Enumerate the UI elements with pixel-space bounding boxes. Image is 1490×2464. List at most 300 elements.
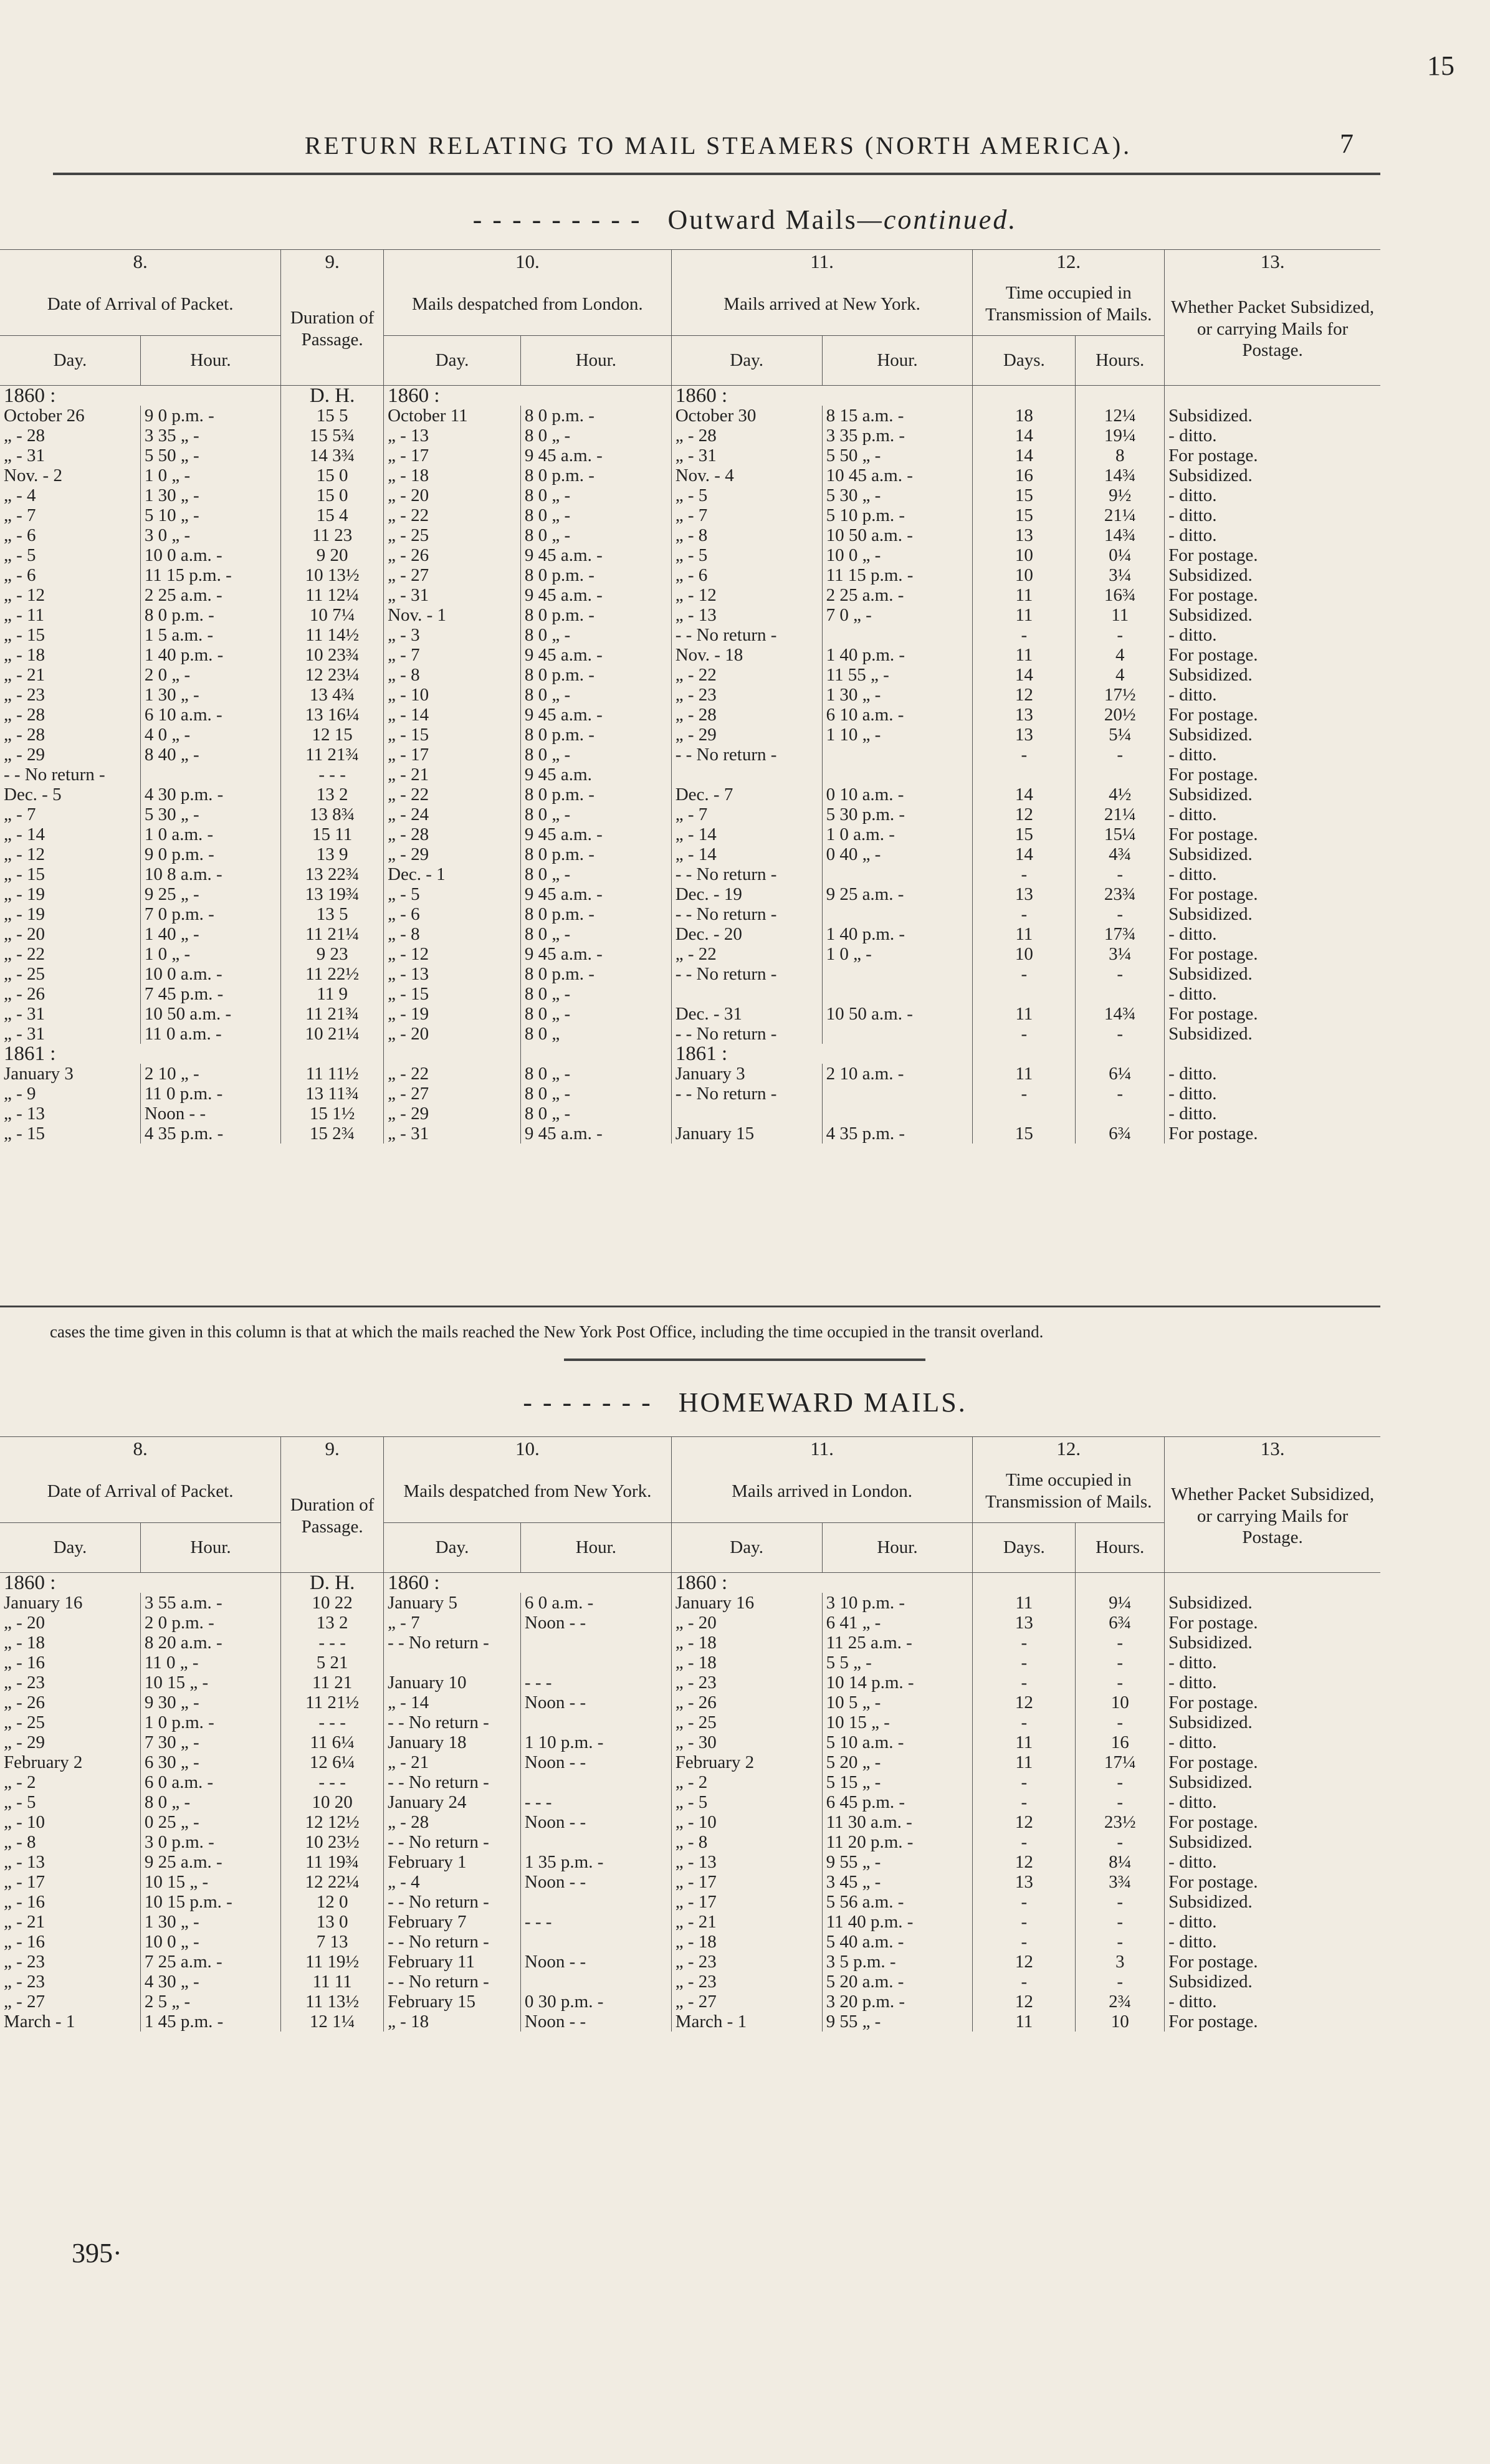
duration: 12 15: [281, 725, 384, 745]
table-row: [0, 1932, 1380, 1952]
duration: 13 5: [281, 904, 384, 924]
col-transmission: Time occupied in Transmission of Mails.: [973, 1460, 1165, 1522]
arrival-hour: 9 25 „ -: [140, 884, 280, 904]
transmission-days: 14: [973, 446, 1076, 466]
despatch-hour: 9 45 a.m. -: [520, 585, 671, 605]
arrived-day: „ - 12: [671, 585, 822, 605]
duration: 12 1¼: [281, 2012, 384, 2032]
duration: 11 21½: [281, 1693, 384, 1712]
arrival-hour: 3 0 p.m. -: [140, 1832, 280, 1852]
duration: 13 2: [281, 1613, 384, 1633]
col-day: Day.: [0, 335, 140, 385]
despatch-day: - - No return -: [384, 1712, 521, 1732]
arrived-hour: 6 45 p.m. -: [822, 1792, 973, 1812]
arrived-hour: 11 25 a.m. -: [822, 1633, 973, 1653]
subsidy-status: For postage.: [1165, 1812, 1380, 1832]
year-label: 1860 :: [671, 385, 973, 406]
transmission-days: 14: [973, 844, 1076, 864]
despatch-day: February 7: [384, 1912, 521, 1932]
arrival-hour: 1 40 p.m. -: [140, 645, 280, 665]
arrived-day: January 15: [671, 1124, 822, 1144]
arrived-day: „ - 17: [671, 1892, 822, 1912]
table-row: [0, 1952, 1380, 1972]
table-row: [0, 725, 1380, 745]
duration: 11 6¼: [281, 1732, 384, 1752]
subsidy-status: Subsidized.: [1165, 665, 1380, 685]
arrival-hour: 4 30 p.m. -: [140, 785, 280, 805]
duration: 10 7¼: [281, 605, 384, 625]
arrived-hour: [822, 625, 973, 645]
despatch-day: „ - 27: [384, 565, 521, 585]
homeward-mails-table: [0, 1436, 1380, 2032]
arrival-hour: 11 15 p.m. -: [140, 565, 280, 585]
despatch-hour: 8 0 „ -: [520, 1104, 671, 1124]
despatch-hour: 8 0 p.m. -: [520, 964, 671, 984]
transmission-days: -: [973, 1633, 1076, 1653]
duration: 15 2¾: [281, 1124, 384, 1144]
col-num-10: 10.: [384, 250, 672, 274]
arrival-hour: 3 0 „ -: [140, 525, 280, 545]
duration: 15 1½: [281, 1104, 384, 1124]
table-row: [0, 785, 1380, 805]
arrival-hour: 9 0 p.m. -: [140, 844, 280, 864]
transmission-hours: 11: [1076, 605, 1165, 625]
arrival-day: „ - 13: [4, 1851, 45, 1872]
table-row: [0, 466, 1380, 485]
subsidy-status: - ditto.: [1165, 1912, 1380, 1932]
despatch-hour: 8 0 p.m. -: [520, 665, 671, 685]
col-num-13: 13.: [1165, 250, 1380, 274]
transmission-hours: 16: [1076, 1732, 1165, 1752]
arrival-day: January 16: [4, 1592, 83, 1613]
arrived-hour: 3 5 p.m. -: [822, 1952, 973, 1972]
despatch-hour: 8 0 „ -: [520, 864, 671, 884]
arrived-hour: 3 35 p.m. -: [822, 426, 973, 446]
footer-page-mark: 395·: [72, 2238, 122, 2268]
despatch-hour: [520, 1653, 671, 1673]
col-arrival: Date of Arrival of Packet.: [0, 273, 281, 335]
arrived-hour: 4 35 p.m. -: [822, 1124, 973, 1144]
arrived-day: „ - 23: [671, 1673, 822, 1693]
transmission-days: 11: [973, 585, 1076, 605]
despatch-day: „ - 12: [384, 944, 521, 964]
duration: 11 21¾: [281, 745, 384, 765]
table-row: [0, 1124, 1380, 1144]
arrived-day: „ - 29: [671, 725, 822, 745]
arrived-hour: 7 0 „ -: [822, 605, 973, 625]
arrival-hour: 1 0 „ -: [140, 944, 280, 964]
arrival-hour: 10 50 a.m. -: [140, 1004, 280, 1024]
despatch-day: „ - 22: [384, 785, 521, 805]
arrived-hour: [822, 864, 973, 884]
table-row: [0, 1693, 1380, 1712]
table-row: [0, 964, 1380, 984]
arrival-hour: 9 30 „ -: [140, 1693, 280, 1712]
transmission-hours: -: [1076, 1712, 1165, 1732]
despatch-hour: 6 0 a.m. -: [520, 1593, 671, 1613]
transmission-days: 13: [973, 705, 1076, 725]
arrived-hour: 1 30 „ -: [822, 685, 973, 705]
transmission-days: 11: [973, 645, 1076, 665]
despatch-hour: 8 0 p.m. -: [520, 725, 671, 745]
col-num-12: 12.: [973, 250, 1165, 274]
transmission-days: -: [973, 1832, 1076, 1852]
col-num-8: 8.: [133, 251, 148, 272]
col-transmission: Time occupied in Transmission of Mails.: [973, 273, 1165, 335]
arrived-day: „ - 21: [671, 1912, 822, 1932]
despatch-hour: 1 10 p.m. -: [520, 1732, 671, 1752]
arrived-hour: 1 0 „ -: [822, 944, 973, 964]
arrived-day: „ - 23: [671, 1952, 822, 1972]
col-hour: Hour.: [822, 335, 973, 385]
despatch-hour: 8 0 „ -: [520, 1004, 671, 1024]
footnote: cases the time given in this column is that at which the mails reached the New York Post Office, including the time occupied in the transit overland.: [50, 1322, 1044, 1341]
subsidy-status: - ditto.: [1165, 485, 1380, 505]
transmission-days: 11: [973, 1593, 1076, 1613]
duration: 12 6¼: [281, 1752, 384, 1772]
transmission-days: -: [973, 1892, 1076, 1912]
subsidy-status: Subsidized.: [1165, 1832, 1380, 1852]
despatch-day: „ - 6: [384, 904, 521, 924]
arrival-hour: 2 10 „ -: [140, 1064, 280, 1084]
duration: 13 11¾: [281, 1084, 384, 1104]
duration: 15 5¾: [281, 426, 384, 446]
col-days: Days.: [973, 1522, 1076, 1572]
arrived-hour: 0 10 a.m. -: [822, 785, 973, 805]
subsidy-status: For postage.: [1165, 1952, 1380, 1972]
col-hour: Hour.: [140, 335, 280, 385]
duration: 13 22¾: [281, 864, 384, 884]
outward-title-text: Outward Mails: [667, 204, 857, 235]
arrived-hour: 5 15 „ -: [822, 1772, 973, 1792]
arrived-hour: 6 41 „ -: [822, 1613, 973, 1633]
arrived-hour: 5 56 a.m. -: [822, 1892, 973, 1912]
arrived-day: February 2: [671, 1752, 822, 1772]
arrival-hour: 2 25 a.m. -: [140, 585, 280, 605]
arrived-day: - - No return -: [671, 1024, 822, 1044]
col-whether: Whether Packet Subsidized, or carrying Mails for Postage.: [1165, 1460, 1380, 1572]
despatch-day: „ - 18: [384, 466, 521, 485]
arrival-day: „ - 20: [4, 1612, 45, 1633]
arrived-day: „ - 25: [671, 1712, 822, 1732]
arrived-hour: 3 10 p.m. -: [822, 1593, 973, 1613]
arrived-day: „ - 18: [671, 1653, 822, 1673]
arrived-hour: 5 40 a.m. -: [822, 1932, 973, 1952]
transmission-days: [973, 1104, 1076, 1124]
duration: 13 2: [281, 785, 384, 805]
arrival-day: „ - 29: [4, 744, 45, 765]
despatch-hour: 8 0 „ -: [520, 685, 671, 705]
arrival-hour: 1 45 p.m. -: [140, 2012, 280, 2032]
transmission-days: -: [973, 745, 1076, 765]
transmission-days: -: [973, 1712, 1076, 1732]
year-label: 1860 :: [671, 1572, 973, 1593]
arrived-day: Dec. - 19: [671, 884, 822, 904]
table-row: [0, 1593, 1380, 1613]
despatch-hour: 9 45 a.m.: [520, 765, 671, 785]
arrival-day: „ - 5: [4, 1792, 36, 1812]
despatch-hour: 9 45 a.m. -: [520, 705, 671, 725]
table-row: [0, 745, 1380, 765]
despatch-hour: [520, 1932, 671, 1952]
subsidy-status: For postage.: [1165, 645, 1380, 665]
subsidy-status: - ditto.: [1165, 1992, 1380, 2012]
arrived-hour: 8 15 a.m. -: [822, 406, 973, 426]
despatch-hour: - - -: [520, 1912, 671, 1932]
despatch-day: „ - 20: [384, 485, 521, 505]
col-num-12: 12.: [973, 1437, 1165, 1461]
despatch-day: „ - 7: [384, 1613, 521, 1633]
arrived-hour: [822, 765, 973, 785]
arrived-day: [671, 984, 822, 1004]
col-day: Day.: [671, 1522, 822, 1572]
duration: 10 22: [281, 1593, 384, 1613]
transmission-hours: 8¼: [1076, 1852, 1165, 1872]
transmission-hours: 6¾: [1076, 1124, 1165, 1144]
table-row: [0, 1972, 1380, 1992]
arrived-hour: 10 14 p.m. -: [822, 1673, 973, 1693]
table-row: [0, 1892, 1380, 1912]
transmission-days: 18: [973, 406, 1076, 426]
despatch-day: „ - 25: [384, 525, 521, 545]
despatch-day: „ - 28: [384, 824, 521, 844]
transmission-days: 13: [973, 725, 1076, 745]
despatch-day: February 1: [384, 1852, 521, 1872]
header-rule: [53, 173, 1380, 175]
subsidy-status: For postage.: [1165, 1693, 1380, 1712]
transmission-hours: 6¾: [1076, 1613, 1165, 1633]
despatch-hour: 8 0 „: [520, 1024, 671, 1044]
despatch-day: „ - 14: [384, 1693, 521, 1712]
arrived-hour: [822, 964, 973, 984]
transmission-hours: 17¾: [1076, 924, 1165, 944]
col-num-11: 11.: [671, 1437, 973, 1461]
transmission-days: -: [973, 625, 1076, 645]
arrival-day: „ - 12: [4, 585, 45, 605]
duration: 11 21: [281, 1673, 384, 1693]
col-duration: Duration of Passage.: [281, 1460, 384, 1572]
subsidy-status: Subsidized.: [1165, 1024, 1380, 1044]
transmission-hours: 9½: [1076, 485, 1165, 505]
col-day: Day.: [384, 1522, 521, 1572]
despatch-day: „ - 4: [384, 1872, 521, 1892]
duration: 10 23¾: [281, 645, 384, 665]
arrival-day: January 3: [4, 1063, 74, 1084]
arrival-hour: Noon - -: [140, 1104, 280, 1124]
arrived-day: „ - 13: [671, 1852, 822, 1872]
transmission-days: -: [973, 1792, 1076, 1812]
arrival-hour: 3 35 „ -: [140, 426, 280, 446]
arrival-day: „ - 22: [4, 943, 45, 964]
table-row: [0, 525, 1380, 545]
despatch-day: „ - 29: [384, 844, 521, 864]
transmission-hours: 15¼: [1076, 824, 1165, 844]
duration: 12 0: [281, 1892, 384, 1912]
transmission-days: -: [973, 964, 1076, 984]
despatch-day: - - No return -: [384, 1772, 521, 1792]
arrived-hour: 10 0 „ -: [822, 545, 973, 565]
table-row: [0, 1104, 1380, 1124]
arrival-hour: 6 10 a.m. -: [140, 705, 280, 725]
arrived-day: „ - 18: [671, 1633, 822, 1653]
transmission-days: 11: [973, 1064, 1076, 1084]
arrival-hour: 1 0 p.m. -: [140, 1712, 280, 1732]
arrival-day: „ - 28: [4, 704, 45, 725]
arrival-day: „ - 16: [4, 1652, 45, 1673]
subsidy-status: - ditto.: [1165, 685, 1380, 705]
transmission-days: 13: [973, 525, 1076, 545]
table-row: [0, 884, 1380, 904]
arrived-hour: 5 10 p.m. -: [822, 505, 973, 525]
transmission-hours: 4: [1076, 645, 1165, 665]
table-row: [0, 446, 1380, 466]
col-num-13: 13.: [1165, 1437, 1380, 1461]
despatch-hour: Noon - -: [520, 1752, 671, 1772]
arrived-day: Nov. - 4: [671, 466, 822, 485]
arrival-hour: 10 15 „ -: [140, 1872, 280, 1892]
year-label: 1860 :: [384, 385, 672, 406]
arrival-hour: 7 30 „ -: [140, 1732, 280, 1752]
transmission-days: 12: [973, 1693, 1076, 1712]
arrived-day: Dec. - 20: [671, 924, 822, 944]
subsidy-status: Subsidized.: [1165, 964, 1380, 984]
table-row: [0, 1712, 1380, 1732]
table-row: [0, 844, 1380, 864]
duration: 11 19½: [281, 1952, 384, 1972]
subsidy-status: - ditto.: [1165, 1673, 1380, 1693]
arrived-day: „ - 5: [671, 1792, 822, 1812]
transmission-hours: -: [1076, 904, 1165, 924]
despatch-day: „ - 29: [384, 1104, 521, 1124]
arrival-hour: 10 15 „ -: [140, 1673, 280, 1693]
arrival-day: „ - 8: [4, 1831, 36, 1852]
arrival-day: „ - 26: [4, 983, 45, 1004]
transmission-hours: 10: [1076, 1693, 1165, 1712]
arrival-day: „ - 7: [4, 505, 36, 525]
despatch-hour: 8 0 „ -: [520, 984, 671, 1004]
arrived-hour: 5 30 p.m. -: [822, 805, 973, 824]
duration: 11 13½: [281, 1992, 384, 2012]
arrived-day: March - 1: [671, 2012, 822, 2032]
transmission-days: -: [973, 1084, 1076, 1104]
arrival-hour: 8 0 „ -: [140, 1792, 280, 1812]
arrival-hour: 7 25 a.m. -: [140, 1952, 280, 1972]
transmission-days: 14: [973, 665, 1076, 685]
duration: 11 14½: [281, 625, 384, 645]
despatch-day: „ - 7: [384, 645, 521, 665]
transmission-days: [973, 984, 1076, 1004]
year-label: 1861 :: [4, 1043, 56, 1064]
table-row: [0, 505, 1380, 525]
year-label: 1860 :: [384, 1572, 672, 1593]
subsidy-status: Subsidized.: [1165, 406, 1380, 426]
arrival-hour: 3 55 a.m. -: [140, 1593, 280, 1613]
transmission-days: -: [973, 1673, 1076, 1693]
arrival-hour: 9 0 p.m. -: [140, 406, 280, 426]
transmission-hours: 3¾: [1076, 1872, 1165, 1892]
duration: 11 22½: [281, 964, 384, 984]
page-number: 15: [1427, 50, 1454, 81]
despatch-day: „ - 22: [384, 1064, 521, 1084]
transmission-hours: -: [1076, 1024, 1165, 1044]
col-hours: Hours.: [1076, 335, 1165, 385]
arrival-hour: 6 30 „ -: [140, 1752, 280, 1772]
outward-title-suffix: —continued.: [857, 204, 1018, 235]
despatch-hour: 8 0 p.m. -: [520, 406, 671, 426]
arrival-day: „ - 28: [4, 425, 45, 446]
despatch-day: „ - 27: [384, 1084, 521, 1104]
arrival-day: „ - 10: [4, 1812, 45, 1832]
arrived-day: „ - 7: [671, 805, 822, 824]
arrival-day: „ - 15: [4, 1123, 45, 1144]
table-row: [0, 426, 1380, 446]
arrived-day: - - No return -: [671, 864, 822, 884]
transmission-hours: -: [1076, 864, 1165, 884]
arrived-hour: 5 30 „ -: [822, 485, 973, 505]
transmission-hours: -: [1076, 1633, 1165, 1653]
transmission-days: 15: [973, 824, 1076, 844]
arrival-hour: 10 0 a.m. -: [140, 964, 280, 984]
table-row: [0, 1084, 1380, 1104]
subsidy-status: - ditto.: [1165, 1852, 1380, 1872]
arrival-hour: 4 0 „ -: [140, 725, 280, 745]
subsidy-status: Subsidized.: [1165, 1633, 1380, 1653]
table-row: [0, 864, 1380, 884]
subsidy-status: - ditto.: [1165, 805, 1380, 824]
duration: 15 11: [281, 824, 384, 844]
subsidy-status: Subsidized.: [1165, 785, 1380, 805]
arrival-day: „ - 17: [4, 1871, 45, 1892]
arrived-hour: 10 50 a.m. -: [822, 525, 973, 545]
arrived-day: - - No return -: [671, 745, 822, 765]
transmission-days: 12: [973, 805, 1076, 824]
despatch-day: January 18: [384, 1732, 521, 1752]
transmission-hours: 16¾: [1076, 585, 1165, 605]
year-label: 1860 :: [4, 1572, 56, 1593]
despatch-hour: [520, 1832, 671, 1852]
arrival-hour: 11 0 „ -: [140, 1653, 280, 1673]
duration: 9 23: [281, 944, 384, 964]
arrived-hour: 9 55 „ -: [822, 1852, 973, 1872]
subsidy-status: Subsidized.: [1165, 725, 1380, 745]
arrival-day: „ - 18: [4, 1632, 45, 1653]
arrived-day: „ - 17: [671, 1872, 822, 1892]
table-row: [0, 984, 1380, 1004]
col-day: Day.: [384, 335, 521, 385]
duration: 15 0: [281, 466, 384, 485]
arrival-hour: 9 25 a.m. -: [140, 1852, 280, 1872]
dh-label: D. H.: [281, 385, 384, 406]
subsidy-status: - ditto.: [1165, 1064, 1380, 1084]
arrival-day: „ - 21: [4, 664, 45, 685]
table-row: [0, 805, 1380, 824]
arrived-day: - - No return -: [671, 904, 822, 924]
despatch-day: „ - 15: [384, 984, 521, 1004]
subsidy-status: - ditto.: [1165, 1732, 1380, 1752]
duration: 13 4¾: [281, 685, 384, 705]
arrived-hour: 9 55 „ -: [822, 2012, 973, 2032]
subsidy-status: For postage.: [1165, 705, 1380, 725]
arrival-day: „ - 14: [4, 824, 45, 844]
table-row: [0, 2012, 1380, 2032]
duration: 10 21¼: [281, 1024, 384, 1044]
duration: 11 21¼: [281, 924, 384, 944]
despatch-day: „ - 18: [384, 2012, 521, 2032]
table-row: [0, 665, 1380, 685]
despatch-hour: 8 0 „ -: [520, 485, 671, 505]
arrival-day: „ - 4: [4, 485, 36, 505]
col-day: Day.: [671, 335, 822, 385]
